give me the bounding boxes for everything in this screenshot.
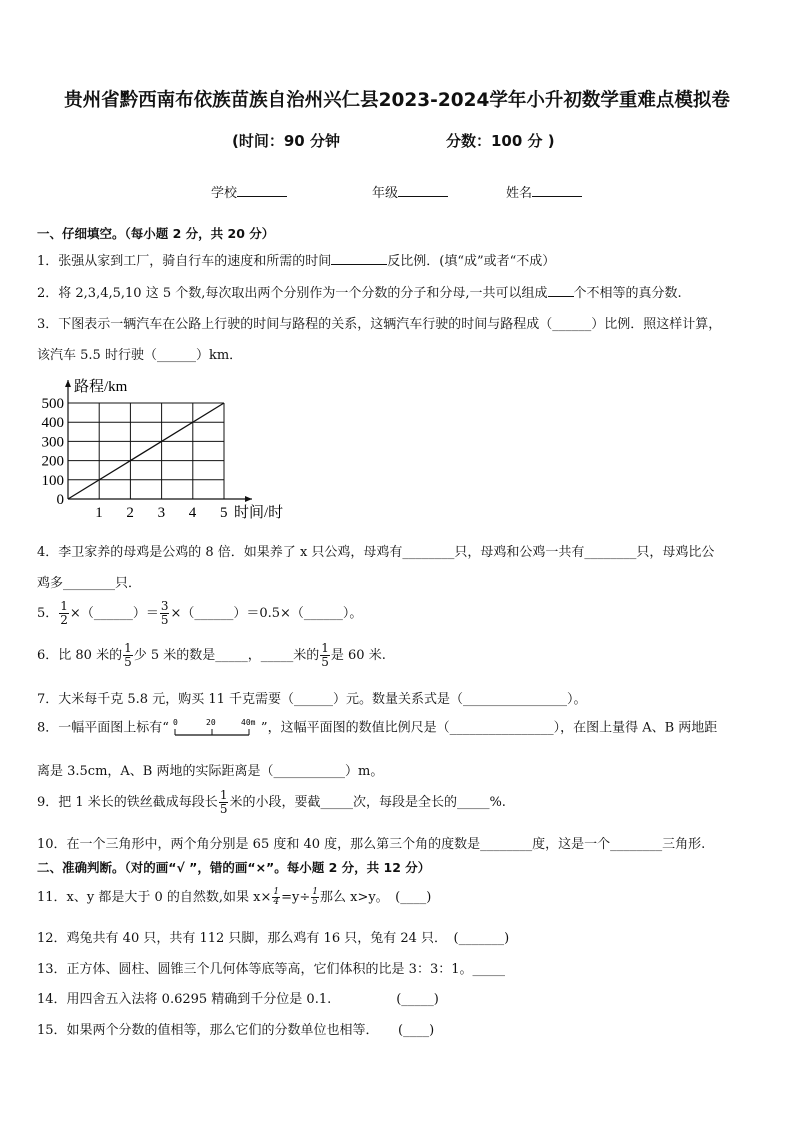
y-tick-label-500: 500	[41, 396, 64, 412]
question-14: 14．用四舍五入法将 0.6295 精确到千分位是 0.1. (_____)	[37, 992, 439, 1007]
q1-tail: 反比例．(填“成”或者“不成）	[387, 254, 556, 269]
q5-fraction-1: $\frac{1}{2}$	[60, 599, 68, 627]
q1-text: 1．张强从家到工厂，骑自行车的速度和所需的时间	[37, 254, 332, 269]
q5-prefix: 5．	[37, 606, 59, 621]
question-3-line-2: 该汽车 5.5 时行驶（______）km．	[37, 348, 243, 363]
question-7: 7．大米每千克 5.8 元，购买 11 千克需要（______）元。数量关系式是（________________）。	[37, 692, 587, 707]
y-axis-label: 路程/km	[74, 379, 128, 395]
y-tick-label-300: 300	[41, 434, 64, 451]
scale-bar	[169, 716, 261, 740]
exam-time: (时间：90 分钟	[232, 132, 340, 150]
question-5	[37, 600, 362, 627]
x-tick-label-2: 2	[126, 505, 134, 521]
x-axis-arrow	[245, 496, 252, 502]
y-tick-label-200: 200	[41, 453, 64, 470]
series-line-0	[68, 403, 224, 499]
q2-blank[interactable]	[548, 282, 574, 297]
section-2-heading: 二、准确判断。（对的画“√ ”，错的画“×”。每小题 2 分，共 12 分）	[37, 860, 431, 875]
q8-prefix: 8．一幅平面图上标有“	[37, 720, 169, 736]
chart-series	[68, 403, 224, 499]
x-tick-label-3: 3	[157, 505, 166, 521]
question-8-line-1	[37, 716, 717, 740]
question-4-line-2: 鸡多________只．	[37, 576, 142, 591]
q5-fraction-2: $\frac{3}{5}$	[160, 599, 169, 627]
name-blank[interactable]	[532, 182, 582, 197]
q9-prefix: 9．把 1 米长的铁丝截成每段长	[37, 795, 218, 810]
q5-mid: ×（______）＝	[69, 606, 159, 621]
question-3-line-1: 3．下图表示一辆汽车在公路上行驶的时间与路程的关系，这辆汽车行驶的时间与路程成（______）比例．照这样计算，	[37, 317, 722, 332]
grade-label: 年级	[372, 186, 399, 201]
school-blank[interactable]	[237, 182, 287, 197]
q2-tail: 个不相等的真分数.	[573, 286, 682, 301]
grade-blank[interactable]	[398, 182, 448, 197]
y-tick-label-0: 0	[56, 492, 64, 508]
name-field	[506, 182, 582, 201]
y-axis-arrow	[65, 380, 71, 387]
question-10: 10．在一个三角形中，两个角分别是 65 度和 40 度，那么第三个角的度数是________度，这是一个________三角形.	[37, 837, 706, 852]
school-field	[211, 182, 287, 201]
grade-field	[372, 182, 448, 201]
q6-mid: 少 5 米的数是_____，_____米的	[133, 648, 320, 663]
q9-tail: 米的小段，要截_____次，每段是全长的_____%.	[229, 795, 506, 810]
q6-tail: 是 60 米.	[330, 648, 386, 663]
scale-label-40: 40m	[240, 718, 256, 727]
x-tick-label-1: 1	[95, 505, 103, 521]
q6-fraction-2: $\frac{1}{5}$	[321, 641, 329, 669]
name-label: 姓名	[506, 186, 533, 201]
question-13: 13．正方体、圆柱、圆锥三个几何体等底等高，它们体积的比是 3：3：1。_____	[37, 962, 505, 977]
q11-prefix: 11．x、y 都是大于 0 的自然数,如果 x×	[37, 890, 272, 905]
question-2	[37, 282, 682, 301]
question-8-line-2: 离是 3.5cm，A、B 两地的实际距离是（___________）m。	[37, 764, 384, 779]
question-4-line-1: 4．李卫家养的母鸡是公鸡的 8 倍．如果养了 x 只公鸡，母鸡有________只，母鸡和公鸡一共有________只，母鸡比公	[37, 545, 715, 560]
q8-tail: ”，这幅平面图的数值比例尺是（________________），在图上量得 A、B 两地距	[260, 720, 718, 736]
scale-label-20: 20	[205, 718, 216, 727]
question-6	[37, 642, 386, 669]
scale-label-0: 0	[172, 718, 178, 727]
y-tick-label-400: 400	[41, 415, 64, 432]
q11-tail: 那么 x>y。 (____)	[319, 890, 432, 905]
q5-tail: ×（______）＝0.5×（______）。	[170, 606, 363, 621]
q1-blank[interactable]	[331, 250, 387, 265]
question-9	[37, 789, 506, 816]
school-label: 学校	[211, 186, 238, 201]
q11-fraction-1: $\frac{1}{4}$	[273, 887, 280, 907]
question-12: 12．鸡兔共有 40 只，共有 112 只脚，那么鸡有 16 只，兔有 24 只． (_______)	[37, 931, 510, 946]
question-11	[37, 886, 431, 907]
question-1	[37, 250, 555, 269]
distance-time-chart	[30, 372, 300, 524]
question-15: 15．如果两个分数的值相等，那么它们的分数单位也相等． (____)	[37, 1023, 435, 1038]
q2-text: 2．将 2,3,4,5,10 这 5 个数,每次取出两个分别作为一个分数的分子和分母,一共可以组成	[37, 286, 548, 301]
section-1-heading: 一、仔细填空。（每小题 2 分，共 20 分）	[37, 226, 275, 241]
exam-score: 分数：100 分 )	[446, 132, 555, 150]
y-tick-label-100: 100	[41, 472, 64, 489]
exam-title: 贵州省黔西南布依族苗族自治州兴仁县2023-2024学年小升初数学重难点模拟卷	[64, 90, 730, 111]
x-axis-label: 时间/时	[234, 505, 284, 521]
x-tick-label-4: 4	[188, 505, 197, 521]
x-tick-label-5: 5	[220, 505, 228, 521]
q11-fraction-2: $\frac{1}{5}$	[312, 887, 318, 907]
q6-prefix: 6．比 80 米的	[37, 648, 123, 663]
q11-mid: =y÷	[281, 890, 311, 905]
q6-fraction-1: $\frac{1}{5}$	[124, 641, 132, 669]
q9-fraction: $\frac{1}{5}$	[219, 788, 228, 816]
